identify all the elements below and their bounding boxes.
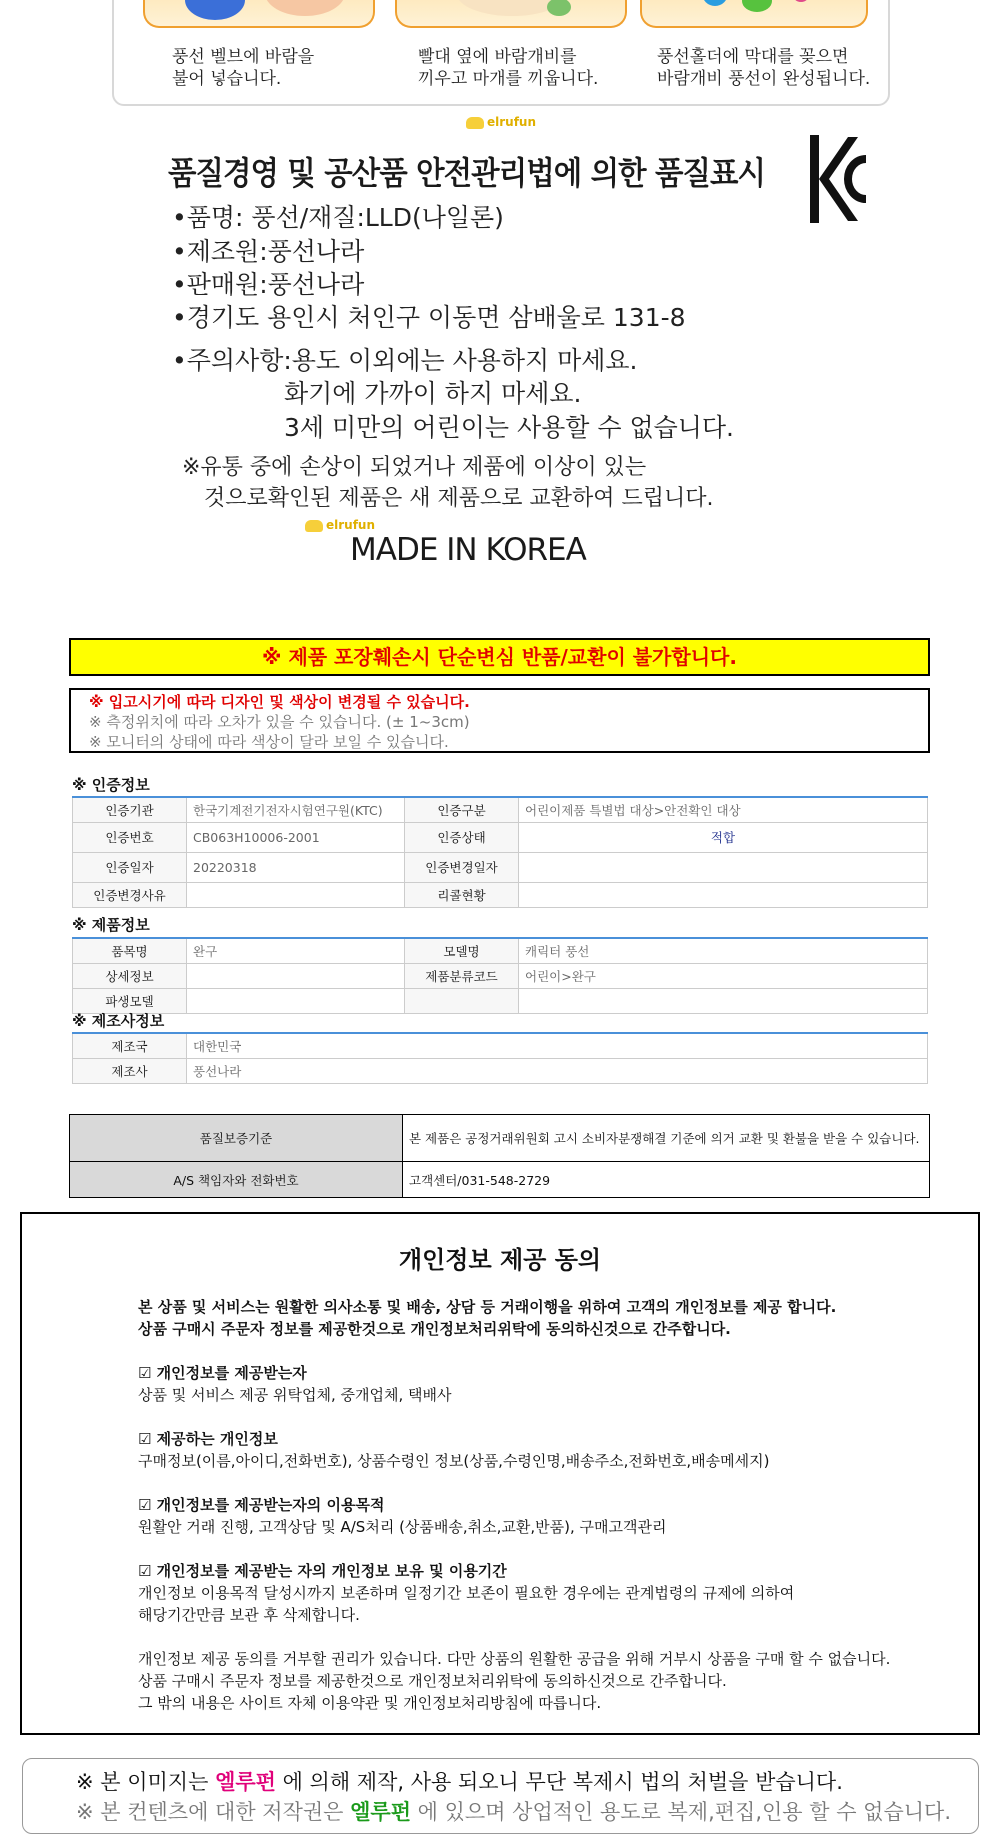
elephant-icon <box>305 520 323 532</box>
kc-line-4: •경기도 용인시 처인구 이동면 삼배울로 131-8 <box>172 303 686 332</box>
brand-name: 엘루펀 <box>215 1770 276 1794</box>
table-row: 품질보증기준 본 제품은 공정거래위원회 고시 소비자분쟁해결 기준에 의거 교환 및 환불을 받을 수 있습니다. <box>70 1115 930 1162</box>
table-row: 인증번호 CB063H10006-2001 인증상태 적합 <box>73 822 928 852</box>
privacy-s4-title: ☑ 개인정보를 제공받는 자의 개인정보 보유 및 이용기간 <box>138 1562 507 1580</box>
copyright-line-1: ※ 본 이미지는 엘루펀 에 의해 제작, 사용 되오니 무단 복제시 법의 처벌을 받습니다. <box>76 1770 843 1794</box>
product-heading: ※ 제품정보 <box>72 916 150 934</box>
privacy-intro-2: 상품 구매시 주문자 정보를 제공한것으로 개인정보처리위탁에 동의하신것으로 간주합니다. <box>138 1320 731 1338</box>
privacy-end-3: 그 밖의 내용은 사이트 자체 이용약관 및 개인정보처리방침에 따릅니다. <box>138 1694 602 1712</box>
step-2-image <box>395 0 627 28</box>
kc-title: 품질경영 및 공산품 안전관리법에 의한 품질표시 <box>168 154 766 192</box>
step-2-text: 빨대 옆에 바람개비를 끼우고 마개를 끼웁니다. <box>418 47 599 89</box>
privacy-end-1: 개인정보 제공 동의를 거부할 권리가 있습니다. 다만 상품의 원활한 공급을 위해 거부시 상품을 구매 할 수 없습니다. <box>138 1650 891 1668</box>
quality-table <box>69 1114 930 1198</box>
table-row: 인증일자 20220318 인증변경일자 <box>73 852 928 882</box>
copyright-line-2: ※ 본 컨텐츠에 대한 저작권은 엘루펀 에 있으며 상업적인 용도로 복제,편집,인용 할 수 없습니다. <box>76 1800 951 1824</box>
table-row: 제조사 풍선나라 <box>73 1058 928 1083</box>
step-1-text: 풍선 벨브에 바람을 불어 넣습니다. <box>172 47 315 89</box>
privacy-s2-title: ☑ 제공하는 개인정보 <box>138 1430 278 1448</box>
notice-line: ※ 측정위치에 따라 오차가 있을 수 있습니다. (± 1~3cm) <box>89 713 470 731</box>
privacy-s2-body: 구매정보(이름,아이디,전화번호), 상품수령인 정보(상품,수령인명,배송주소,전화번호,배송메세지) <box>138 1452 770 1470</box>
elephant-icon <box>466 117 484 129</box>
step-3-image <box>640 0 868 28</box>
table-row: 품목명 완구 모델명 캐릭터 풍선 <box>73 938 928 963</box>
table-row: A/S 책임자와 전화번호 고객센터/031-548-2729 <box>70 1162 930 1198</box>
kc-line-9: 것으로확인된 제품은 새 제품으로 교환하여 드립니다. <box>204 486 714 511</box>
privacy-box <box>20 1212 980 1735</box>
privacy-intro-1: 본 상품 및 서비스는 원활한 의사소통 및 배송, 상담 등 거래이행을 위하여 고객의 개인정보를 제공 합니다. <box>138 1298 837 1316</box>
kc-line-6: 화기에 가까이 하지 마세요. <box>284 379 582 408</box>
table-row: 인증기관 한국기계전기전자시험연구원(KTC) 인증구분 어린이제품 특별법 대상>안전확인 대상 <box>73 797 928 822</box>
step-3-text: 풍선홀더에 막대를 꽂으면 바람개비 풍선이 완성됩니다. <box>657 47 871 89</box>
return-notice: ※ 제품 포장훼손시 단순변심 반품/교환이 불가합니다. <box>69 638 930 676</box>
kc-line-1: •품명: 풍선/재질:LLD(나일론) <box>172 203 504 232</box>
privacy-s4-body-2: 해당기간만큼 보관 후 삭제합니다. <box>138 1606 360 1624</box>
kc-line-5: •주의사항:용도 이외에는 사용하지 마세요. <box>172 346 638 375</box>
privacy-s1-body: 상품 및 서비스 제공 위탁업체, 중개업체, 택배사 <box>138 1386 452 1404</box>
table-row: 파생모델 <box>73 988 928 1013</box>
maker-table <box>72 1032 928 1084</box>
kc-line-2: •제조원:풍선나라 <box>172 237 365 266</box>
privacy-s4-body-1: 개인정보 이용목적 달성시까지 보존하며 일정기간 보존이 필요한 경우에는 관계법령의 규제에 의하여 <box>138 1584 795 1602</box>
privacy-title: 개인정보 제공 동의 <box>398 1246 602 1274</box>
watermark-logo: elrufun <box>466 115 536 129</box>
kc-line-7: 3세 미만의 어린이는 사용할 수 없습니다. <box>284 413 734 442</box>
table-row: 인증변경사유 리콜현황 <box>73 882 928 907</box>
cert-table <box>72 796 928 908</box>
step-1-image <box>143 0 375 28</box>
privacy-s3-body: 원활안 거래 진행, 고객상담 및 A/S처리 (상품배송,취소,교환,반품), 구매고객관리 <box>138 1518 667 1536</box>
notice-line: ※ 모니터의 상태에 따라 색상이 달라 보일 수 있습니다. <box>89 733 449 751</box>
privacy-s1-title: ☑ 개인정보를 제공받는자 <box>138 1364 307 1382</box>
brand-name: 엘루펀 <box>350 1800 411 1824</box>
table-row: 제조국 대한민국 <box>73 1033 928 1058</box>
cert-heading: ※ 인증정보 <box>72 776 150 794</box>
kc-line-8: ※유통 중에 손상이 되었거나 제품에 이상이 있는 <box>182 455 647 480</box>
maker-heading: ※ 제조사정보 <box>72 1012 165 1030</box>
privacy-s3-title: ☑ 개인정보를 제공받는자의 이용목적 <box>138 1496 385 1514</box>
kc-line-3: •판매원:풍선나라 <box>172 270 365 299</box>
product-table <box>72 937 928 1014</box>
table-row: 상세정보 제품분류코드 어린이>완구 <box>73 963 928 988</box>
watermark-logo-2: elrufun <box>305 518 375 532</box>
notice-box <box>69 688 930 753</box>
privacy-end-2: 상품 구매시 주문자 정보를 제공한것으로 개인정보처리위탁에 동의하신것으로 간주합니다. <box>138 1672 727 1690</box>
kc-mark-icon <box>808 133 868 225</box>
notice-line: ※ 입고시기에 따라 디자인 및 색상이 변경될 수 있습니다. <box>89 693 470 711</box>
made-in-label: MADE IN KOREA <box>350 532 586 568</box>
